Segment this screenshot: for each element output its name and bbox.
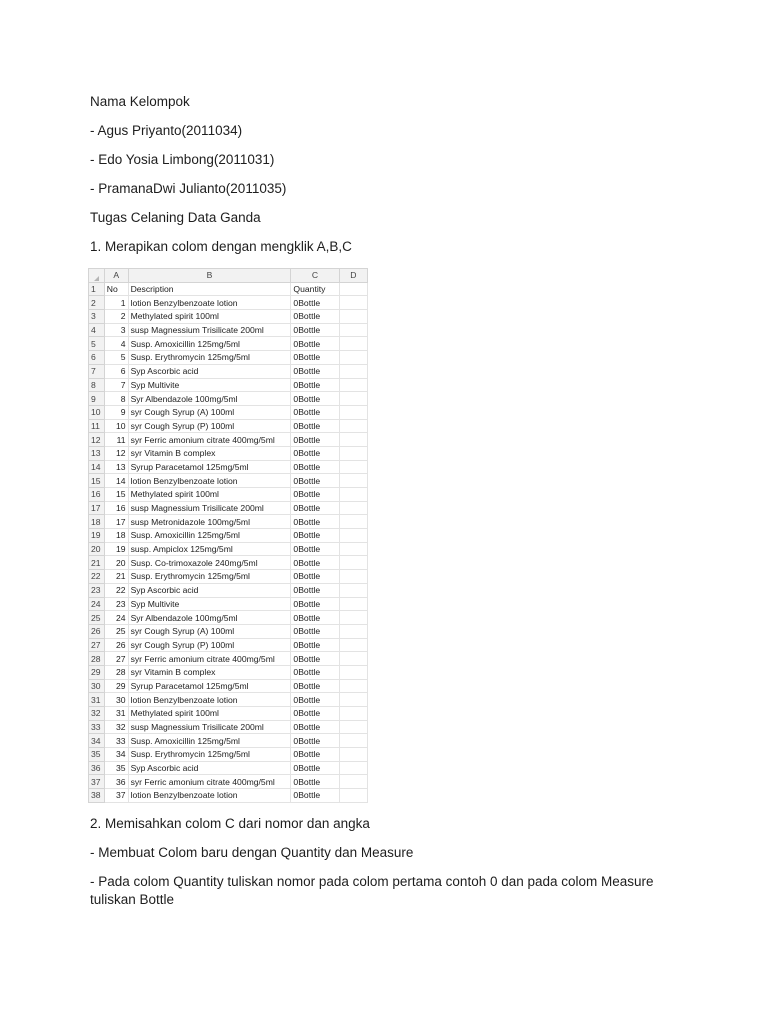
- cell-empty: [339, 583, 367, 597]
- member-1: - Agus Priyanto(2011034): [90, 123, 243, 138]
- cell-no: 9: [104, 405, 128, 419]
- row-number: 34: [89, 734, 105, 748]
- cell-description: Susp. Amoxicillin 125mg/5ml: [128, 529, 291, 543]
- cell-quantity: 0Bottle: [291, 638, 339, 652]
- cell-empty: [339, 529, 367, 543]
- cell-description: susp Magnessium Trisilicate 200ml: [128, 501, 291, 515]
- cell-no: 17: [104, 515, 128, 529]
- cell-empty: [339, 597, 367, 611]
- member-3: - PramanaDwi Julianto(2011035): [90, 181, 287, 196]
- table-row: [89, 323, 368, 337]
- cell-empty: [339, 501, 367, 515]
- column-header-c: C: [291, 269, 339, 283]
- cell-description: Syrup Paracetamol 125mg/5ml: [128, 679, 291, 693]
- cell-quantity: 0Bottle: [291, 529, 339, 543]
- cell-description: Syp Multivite: [128, 597, 291, 611]
- cell-description: syr Cough Syrup (P) 100ml: [128, 419, 291, 433]
- row-number: 31: [89, 693, 105, 707]
- cell-description: lotion Benzylbenzoate lotion: [128, 474, 291, 488]
- cell-quantity: 0Bottle: [291, 761, 339, 775]
- row-number: 22: [89, 570, 105, 584]
- cell-description: lotion Benzylbenzoate lotion: [128, 693, 291, 707]
- table-row: [89, 282, 368, 296]
- cell-quantity: 0Bottle: [291, 296, 339, 310]
- cell-quantity: 0Bottle: [291, 419, 339, 433]
- cell-empty: [339, 364, 367, 378]
- cell-empty: [339, 378, 367, 392]
- cell-quantity: 0Bottle: [291, 501, 339, 515]
- cell-no: 12: [104, 446, 128, 460]
- cell-empty: [339, 542, 367, 556]
- table-row: [89, 446, 368, 460]
- table-row: [89, 789, 368, 803]
- table-row: [89, 419, 368, 433]
- table-row: [89, 570, 368, 584]
- row-number: 2: [89, 296, 105, 310]
- cell-empty: [339, 556, 367, 570]
- cell-description: Susp. Erythromycin 125mg/5ml: [128, 748, 291, 762]
- cell-quantity: 0Bottle: [291, 474, 339, 488]
- table-row: [89, 337, 368, 351]
- cell-description: Methylated spirit 100ml: [128, 310, 291, 324]
- cell-description: Syp Multivite: [128, 378, 291, 392]
- table-row: [89, 529, 368, 543]
- table-row: [89, 748, 368, 762]
- cell-description: Description: [128, 282, 291, 296]
- cell-quantity: 0Bottle: [291, 707, 339, 721]
- cell-empty: [339, 433, 367, 447]
- cell-description: Methylated spirit 100ml: [128, 707, 291, 721]
- cell-no: 35: [104, 761, 128, 775]
- cell-description: syr Ferric amonium citrate 400mg/5ml: [128, 433, 291, 447]
- cell-description: syr Ferric amonium citrate 400mg/5ml: [128, 652, 291, 666]
- cell-empty: [339, 570, 367, 584]
- cell-no: 8: [104, 392, 128, 406]
- cell-no: 20: [104, 556, 128, 570]
- cell-empty: [339, 392, 367, 406]
- row-number: 25: [89, 611, 105, 625]
- row-number: 15: [89, 474, 105, 488]
- cell-no: 13: [104, 460, 128, 474]
- cell-empty: [339, 748, 367, 762]
- cell-description: Syrup Paracetamol 125mg/5ml: [128, 460, 291, 474]
- cell-empty: [339, 337, 367, 351]
- table-row: [89, 392, 368, 406]
- row-number: 9: [89, 392, 105, 406]
- cell-no: 27: [104, 652, 128, 666]
- row-number: 13: [89, 446, 105, 460]
- cell-empty: [339, 789, 367, 803]
- cell-description: syr Cough Syrup (P) 100ml: [128, 638, 291, 652]
- cell-description: Syp Ascorbic acid: [128, 583, 291, 597]
- cell-description: Syp Ascorbic acid: [128, 761, 291, 775]
- cell-empty: [339, 611, 367, 625]
- table-row: [89, 707, 368, 721]
- cell-quantity: 0Bottle: [291, 556, 339, 570]
- cell-empty: [339, 693, 367, 707]
- cell-description: susp Magnessium Trisilicate 200ml: [128, 720, 291, 734]
- cell-no: 18: [104, 529, 128, 543]
- cell-no: No: [104, 282, 128, 296]
- cell-quantity: 0Bottle: [291, 665, 339, 679]
- cell-quantity: 0Bottle: [291, 542, 339, 556]
- cell-empty: [339, 282, 367, 296]
- row-number: 32: [89, 707, 105, 721]
- row-number: 4: [89, 323, 105, 337]
- table-row: [89, 611, 368, 625]
- group-heading: Nama Kelompok: [90, 94, 190, 109]
- row-number: 20: [89, 542, 105, 556]
- row-number: 36: [89, 761, 105, 775]
- cell-description: Methylated spirit 100ml: [128, 488, 291, 502]
- table-row: [89, 378, 368, 392]
- table-row: [89, 734, 368, 748]
- cell-description: Syr Albendazole 100mg/5ml: [128, 611, 291, 625]
- table-row: [89, 351, 368, 365]
- cell-empty: [339, 652, 367, 666]
- row-number: 19: [89, 529, 105, 543]
- cell-no: 33: [104, 734, 128, 748]
- cell-empty: [339, 707, 367, 721]
- cell-quantity: 0Bottle: [291, 583, 339, 597]
- cell-quantity: Quantity: [291, 282, 339, 296]
- cell-description: syr Cough Syrup (A) 100ml: [128, 405, 291, 419]
- cell-no: 32: [104, 720, 128, 734]
- cell-description: syr Vitamin B complex: [128, 446, 291, 460]
- cell-no: 6: [104, 364, 128, 378]
- row-number: 17: [89, 501, 105, 515]
- table-row: [89, 433, 368, 447]
- cell-no: 24: [104, 611, 128, 625]
- cell-empty: [339, 734, 367, 748]
- cell-description: Syp Ascorbic acid: [128, 364, 291, 378]
- table-row: [89, 488, 368, 502]
- row-number: 29: [89, 665, 105, 679]
- column-header-d: D: [339, 269, 367, 283]
- column-header-row: [89, 269, 368, 283]
- step-2-note-1: - Membuat Colom baru dengan Quantity dan Measure: [90, 845, 414, 860]
- cell-quantity: 0Bottle: [291, 337, 339, 351]
- cell-no: 34: [104, 748, 128, 762]
- cell-empty: [339, 323, 367, 337]
- cell-quantity: 0Bottle: [291, 378, 339, 392]
- cell-no: 37: [104, 789, 128, 803]
- table-row: [89, 775, 368, 789]
- cell-empty: [339, 679, 367, 693]
- row-number: 12: [89, 433, 105, 447]
- member-2: - Edo Yosia Limbong(2011031): [90, 152, 275, 167]
- cell-empty: [339, 775, 367, 789]
- cell-empty: [339, 405, 367, 419]
- cell-no: 11: [104, 433, 128, 447]
- table-row: [89, 720, 368, 734]
- cell-quantity: 0Bottle: [291, 405, 339, 419]
- cell-no: 10: [104, 419, 128, 433]
- cell-description: susp. Ampiclox 125mg/5ml: [128, 542, 291, 556]
- cell-empty: [339, 720, 367, 734]
- cell-quantity: 0Bottle: [291, 693, 339, 707]
- column-header-a: A: [104, 269, 128, 283]
- table-row: [89, 501, 368, 515]
- cell-description: Susp. Co-trimoxazole 240mg/5ml: [128, 556, 291, 570]
- table-row: [89, 542, 368, 556]
- cell-no: 7: [104, 378, 128, 392]
- cell-empty: [339, 474, 367, 488]
- cell-no: 15: [104, 488, 128, 502]
- cell-no: 19: [104, 542, 128, 556]
- table-row: [89, 474, 368, 488]
- cell-empty: [339, 515, 367, 529]
- row-number: 3: [89, 310, 105, 324]
- cell-no: 28: [104, 665, 128, 679]
- cell-no: 3: [104, 323, 128, 337]
- cell-quantity: 0Bottle: [291, 611, 339, 625]
- cell-empty: [339, 419, 367, 433]
- cell-quantity: 0Bottle: [291, 392, 339, 406]
- cell-empty: [339, 460, 367, 474]
- cell-description: susp Metronidazole 100mg/5ml: [128, 515, 291, 529]
- row-number: 7: [89, 364, 105, 378]
- row-number: 5: [89, 337, 105, 351]
- cell-quantity: 0Bottle: [291, 310, 339, 324]
- table-row: [89, 638, 368, 652]
- cell-quantity: 0Bottle: [291, 570, 339, 584]
- table-row: [89, 583, 368, 597]
- cell-no: 25: [104, 624, 128, 638]
- task-title: Tugas Celaning Data Ganda: [90, 210, 261, 225]
- cell-no: 4: [104, 337, 128, 351]
- cell-empty: [339, 296, 367, 310]
- cell-no: 1: [104, 296, 128, 310]
- cell-description: Susp. Amoxicillin 125mg/5ml: [128, 734, 291, 748]
- row-number: 38: [89, 789, 105, 803]
- cell-empty: [339, 310, 367, 324]
- cell-quantity: 0Bottle: [291, 515, 339, 529]
- cell-no: 31: [104, 707, 128, 721]
- table-row: [89, 597, 368, 611]
- cell-description: susp Magnessium Trisilicate 200ml: [128, 323, 291, 337]
- cell-empty: [339, 665, 367, 679]
- step-2: 2. Memisahkan colom C dari nomor dan angka: [90, 816, 370, 831]
- table-row: [89, 556, 368, 570]
- cell-description: Susp. Erythromycin 125mg/5ml: [128, 351, 291, 365]
- table-row: [89, 405, 368, 419]
- cell-quantity: 0Bottle: [291, 597, 339, 611]
- cell-description: lotion Benzylbenzoate lotion: [128, 789, 291, 803]
- cell-quantity: 0Bottle: [291, 748, 339, 762]
- cell-no: 29: [104, 679, 128, 693]
- cell-empty: [339, 488, 367, 502]
- row-number: 33: [89, 720, 105, 734]
- cell-empty: [339, 351, 367, 365]
- cell-no: 5: [104, 351, 128, 365]
- cell-no: 22: [104, 583, 128, 597]
- cell-quantity: 0Bottle: [291, 775, 339, 789]
- row-number: 23: [89, 583, 105, 597]
- table-row: [89, 364, 368, 378]
- cell-quantity: 0Bottle: [291, 460, 339, 474]
- sheet-body: [89, 282, 368, 802]
- cell-no: 23: [104, 597, 128, 611]
- cell-description: syr Vitamin B complex: [128, 665, 291, 679]
- cell-description: Syr Albendazole 100mg/5ml: [128, 392, 291, 406]
- row-number: 16: [89, 488, 105, 502]
- cell-description: Susp. Erythromycin 125mg/5ml: [128, 570, 291, 584]
- spreadsheet-screenshot: [88, 268, 368, 803]
- table-row: [89, 761, 368, 775]
- cell-quantity: 0Bottle: [291, 351, 339, 365]
- table-row: [89, 652, 368, 666]
- cell-quantity: 0Bottle: [291, 679, 339, 693]
- cell-quantity: 0Bottle: [291, 789, 339, 803]
- cell-quantity: 0Bottle: [291, 446, 339, 460]
- cell-description: lotion Benzylbenzoate lotion: [128, 296, 291, 310]
- table-row: [89, 296, 368, 310]
- table-row: [89, 679, 368, 693]
- cell-empty: [339, 761, 367, 775]
- table-row: [89, 460, 368, 474]
- cell-description: Susp. Amoxicillin 125mg/5ml: [128, 337, 291, 351]
- cell-quantity: 0Bottle: [291, 364, 339, 378]
- table-row: [89, 693, 368, 707]
- cell-no: 2: [104, 310, 128, 324]
- cell-quantity: 0Bottle: [291, 652, 339, 666]
- table-row: [89, 624, 368, 638]
- cell-empty: [339, 446, 367, 460]
- cell-no: 21: [104, 570, 128, 584]
- cell-no: 36: [104, 775, 128, 789]
- row-number: 14: [89, 460, 105, 474]
- cell-empty: [339, 624, 367, 638]
- cell-description: syr Ferric amonium citrate 400mg/5ml: [128, 775, 291, 789]
- cell-quantity: 0Bottle: [291, 488, 339, 502]
- table-row: [89, 310, 368, 324]
- cell-empty: [339, 638, 367, 652]
- cell-quantity: 0Bottle: [291, 624, 339, 638]
- row-number: 1: [89, 282, 105, 296]
- select-all-corner: [89, 269, 105, 283]
- cell-quantity: 0Bottle: [291, 720, 339, 734]
- row-number: 24: [89, 597, 105, 611]
- row-number: 6: [89, 351, 105, 365]
- row-number: 8: [89, 378, 105, 392]
- row-number: 18: [89, 515, 105, 529]
- row-number: 11: [89, 419, 105, 433]
- row-number: 37: [89, 775, 105, 789]
- row-number: 27: [89, 638, 105, 652]
- step-2-note-2: - Pada colom Quantity tuliskan nomor pada colom pertama contoh 0 dan pada colom Measure tuliskan Bottle: [90, 874, 654, 907]
- cell-no: 14: [104, 474, 128, 488]
- cell-description: syr Cough Syrup (A) 100ml: [128, 624, 291, 638]
- row-number: 21: [89, 556, 105, 570]
- row-number: 26: [89, 624, 105, 638]
- step-1: 1. Merapikan colom dengan mengklik A,B,C: [90, 239, 352, 254]
- row-number: 28: [89, 652, 105, 666]
- cell-quantity: 0Bottle: [291, 323, 339, 337]
- cell-quantity: 0Bottle: [291, 734, 339, 748]
- table-row: [89, 665, 368, 679]
- cell-quantity: 0Bottle: [291, 433, 339, 447]
- cell-no: 16: [104, 501, 128, 515]
- row-number: 10: [89, 405, 105, 419]
- column-header-b: B: [128, 269, 291, 283]
- cell-no: 26: [104, 638, 128, 652]
- row-number: 30: [89, 679, 105, 693]
- table-row: [89, 515, 368, 529]
- row-number: 35: [89, 748, 105, 762]
- cell-no: 30: [104, 693, 128, 707]
